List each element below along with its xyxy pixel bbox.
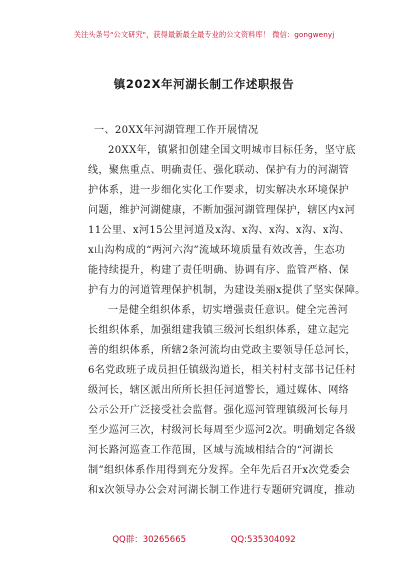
body-line: 线，聚焦重点、明确责任、强化联动、保护有力的河湖管 — [88, 165, 350, 176]
body-line: 护有力的河道管理保护机制，为建设美丽x提供了坚实保障。 — [88, 285, 366, 296]
section-heading: 一、20XX年河湖管理工作开展情况 — [94, 125, 259, 136]
body-line: x山沟构成的“两河六沟”流域环境质量有效改善，生态功 — [88, 245, 346, 256]
body-line: 能持续提升，构建了责任明确、协调有序、监管严格、保 — [88, 265, 350, 276]
body-line: 河长路河巡查工作范围，区域与流域相结合的“河湖长 — [88, 445, 334, 456]
header-banner: 关注头条号"公文研究"，获得最新最全最专业的公文资料库！ 微信：gongwenyj — [73, 30, 335, 39]
body-line: 11公里、x河15公里河道及x沟、x沟、x沟、x沟、x沟、 — [88, 225, 350, 236]
body-line: 制”组织体系作用得到充分发挥。全年先后召开x次党委会 — [88, 465, 351, 476]
footer-qq: QQ:535304092 — [230, 535, 296, 545]
body-line: 善的组织体系，所辖2条河流均由党政主要领导任总河长， — [88, 345, 356, 356]
body-line: 和x次领导办公会对河湖长制工作进行专题研究调度，推动 — [88, 485, 356, 496]
body-line: 公示公开广泛接受社会监督。强化巡河管理镇级河长每月 — [88, 405, 350, 416]
body-line: 6名党政班子成员担任镇级沟道长，相关村村支部书记任村 — [88, 365, 356, 376]
body-line: 20XX年，镇紧扣创建全国文明城市目标任务，坚守底 — [108, 145, 356, 156]
footer-contact — [0, 533, 408, 545]
document-body — [88, 121, 366, 501]
body-line: 一是健全组织体系，切实增强责任意识。健全完善河 — [108, 305, 349, 316]
body-line: 级河长，辖区派出所所长担任河道警长，通过媒体、网络 — [88, 385, 350, 396]
document-title: 镇202X年河湖长制工作述职报告 — [113, 77, 295, 91]
body-line: 至少巡河三次，村级河长每周至少巡河2次。明确划定各级 — [88, 425, 356, 436]
body-line: 护体系，进一步细化实化工作要求，切实解决水环境保护 — [88, 185, 350, 196]
footer-qq-group: QQ群：30265665 — [112, 535, 187, 545]
body-line: 长组织体系，加强组建我镇三级河长组织体系，建立起完 — [88, 325, 350, 336]
body-line: 问题，维护河湖健康，不断加强河湖管理保护，辖区内x河 — [88, 205, 356, 216]
